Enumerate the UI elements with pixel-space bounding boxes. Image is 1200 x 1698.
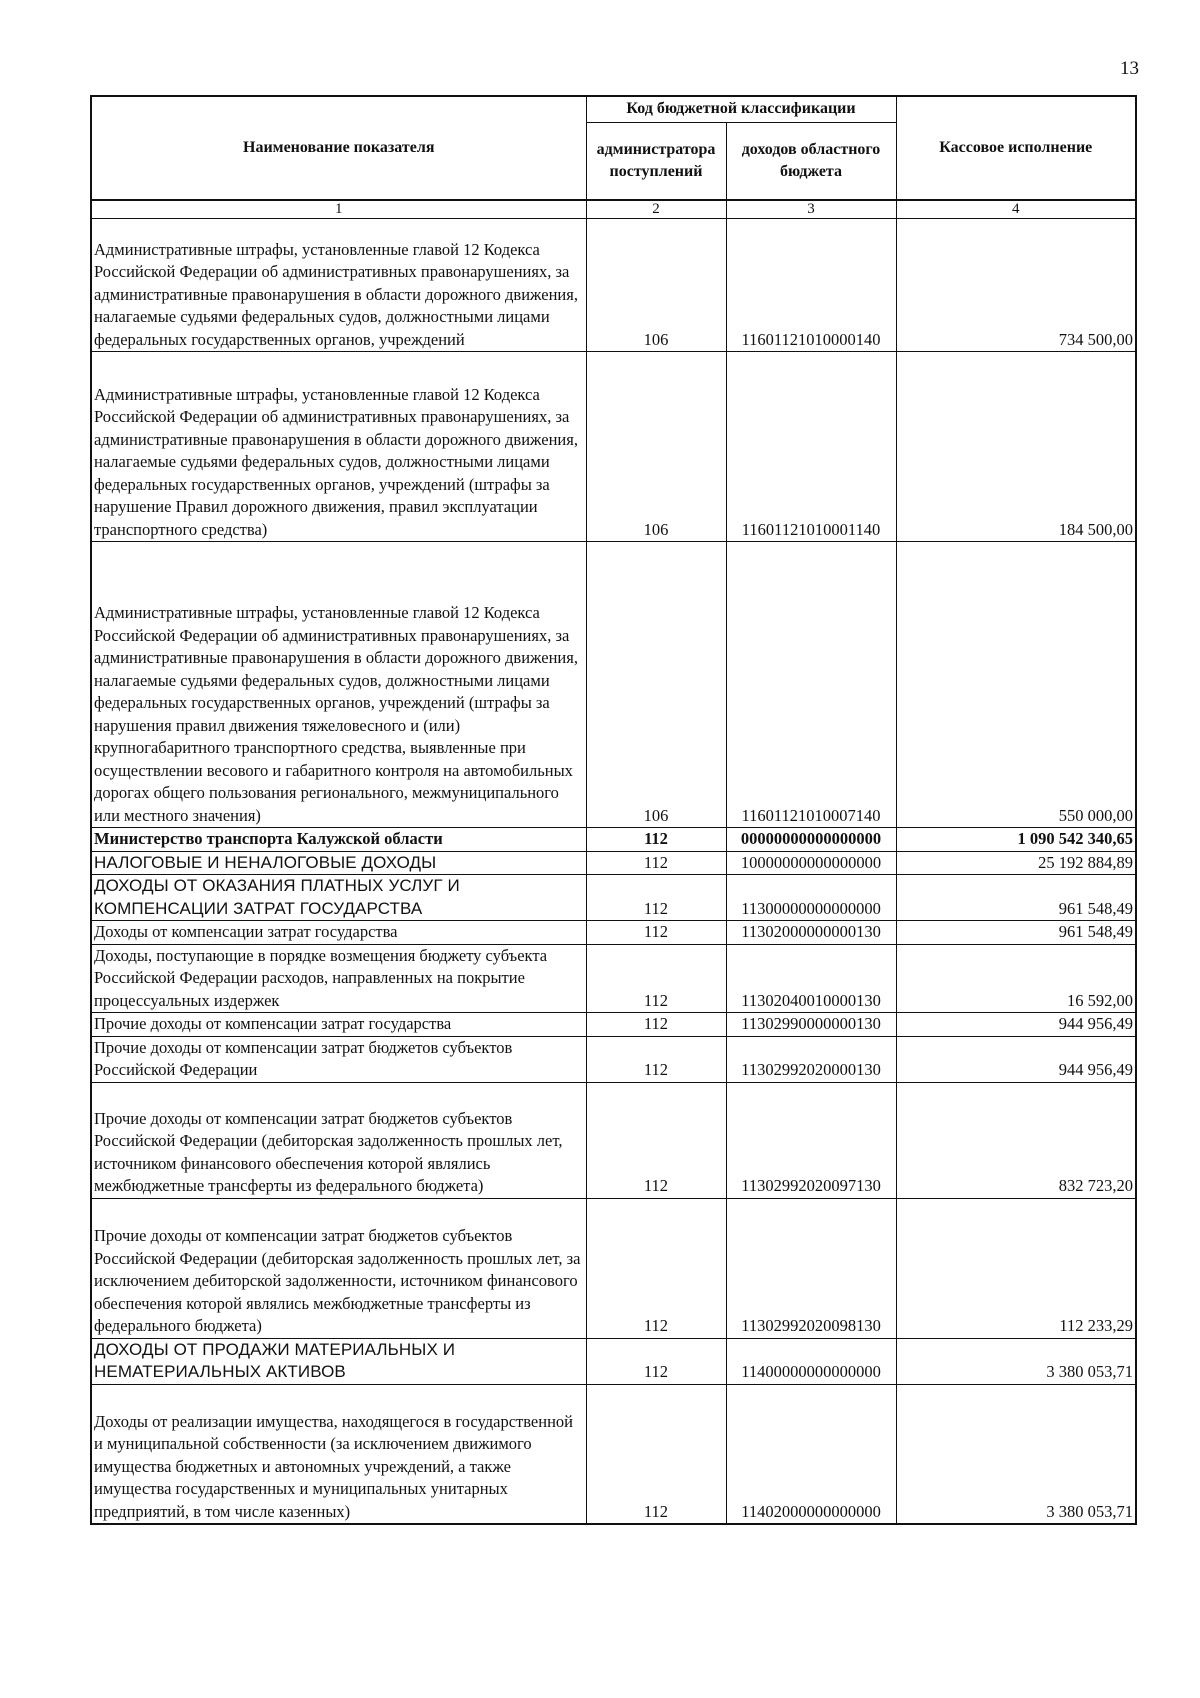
row-admin-code: 106 <box>586 219 726 352</box>
row-name: Доходы, поступающие в порядке возмещения бюджету субъекта Российской Федерации расходов, направленных на покрытие процессуальных издержек <box>91 944 586 1013</box>
row-income-code: 11601121010007140 <box>726 542 896 828</box>
row-amount: 734 500,00 <box>896 219 1136 352</box>
row-admin-code: 112 <box>586 1013 726 1037</box>
table-row <box>91 1198 1136 1338</box>
row-income-code: 10000000000000000 <box>726 851 896 875</box>
table-row <box>91 219 1136 352</box>
column-number: 1 <box>91 200 586 219</box>
row-income-code: 11300000000000000 <box>726 875 896 921</box>
column-number: 3 <box>726 200 896 219</box>
row-income-code: 11302000000000130 <box>726 921 896 945</box>
row-amount: 961 548,49 <box>896 875 1136 921</box>
table-row <box>91 851 1136 875</box>
row-admin-code: 112 <box>586 851 726 875</box>
row-admin-code: 112 <box>586 1198 726 1338</box>
header-indicator-name: Наименование показателя <box>91 96 586 200</box>
row-income-code: 00000000000000000 <box>726 828 896 852</box>
row-admin-code: 112 <box>586 1082 726 1198</box>
row-admin-code: 112 <box>586 944 726 1013</box>
row-name: ДОХОДЫ ОТ ОКАЗАНИЯ ПЛАТНЫХ УСЛУГ И КОМПЕНСАЦИИ ЗАТРАТ ГОСУДАРСТВА <box>91 875 586 921</box>
table-row <box>91 1013 1136 1037</box>
row-name: НАЛОГОВЫЕ И НЕНАЛОГОВЫЕ ДОХОДЫ <box>91 851 586 875</box>
row-admin-code: 112 <box>586 921 726 945</box>
row-name: Прочие доходы от компенсации затрат бюджетов субъектов Российской Федерации <box>91 1036 586 1082</box>
row-amount: 184 500,00 <box>896 352 1136 542</box>
row-income-code: 11302992020098130 <box>726 1198 896 1338</box>
table-row <box>91 1384 1136 1524</box>
table-row <box>91 944 1136 1013</box>
row-admin-code: 106 <box>586 352 726 542</box>
row-amount: 944 956,49 <box>896 1036 1136 1082</box>
row-admin-code: 106 <box>586 542 726 828</box>
row-income-code: 11302040010000130 <box>726 944 896 1013</box>
table-row <box>91 1036 1136 1082</box>
row-name: Прочие доходы от компенсации затрат бюджетов субъектов Российской Федерации (дебиторская задолженность прошлых лет, за исключением дебиторской задолженности, источником финансового обеспечения которой являлись межбюджетные трансферты из федерального бюджета) <box>91 1198 586 1338</box>
table-row <box>91 875 1136 921</box>
column-number-row <box>91 200 1136 219</box>
row-income-code: 11302992020000130 <box>726 1036 896 1082</box>
header-budget-code-group: Код бюджетной классификации <box>586 96 896 122</box>
row-amount: 3 380 053,71 <box>896 1338 1136 1384</box>
table-row <box>91 542 1136 828</box>
page-number: 13 <box>1120 58 1139 79</box>
column-number: 2 <box>586 200 726 219</box>
row-income-code: 11402000000000000 <box>726 1384 896 1524</box>
row-admin-code: 112 <box>586 1036 726 1082</box>
row-name: Административные штрафы, установленные главой 12 Кодекса Российской Федерации об административных правонарушениях, за административные правонарушения в области дорожного движения, налагаемые судьями федеральных судов, должностными лицами федеральных государственных органов, учреждений (штрафы за нарушения правил движения тяжеловесного и (или) крупногабаритного транспортного средства, выявленные при осуществлении весового и габаритного контроля на автомобильных дорогах общего пользования регионального, межмуниципального или местного значения) <box>91 542 586 828</box>
row-name: ДОХОДЫ ОТ ПРОДАЖИ МАТЕРИАЛЬНЫХ И НЕМАТЕРИАЛЬНЫХ АКТИВОВ <box>91 1338 586 1384</box>
row-name: Доходы от реализации имущества, находящегося в государственной и муниципальной собственности (за исключением движимого имущества бюджетных и автономных учреждений, а также имущества государственных и муниципальных унитарных предприятий, в том числе казенных) <box>91 1384 586 1524</box>
row-name: Административные штрафы, установленные главой 12 Кодекса Российской Федерации об административных правонарушениях, за административные правонарушения в области дорожного движения, налагаемые судьями федеральных судов, должностными лицами федеральных государственных органов, учреждений (штрафы за нарушение Правил дорожного движения, правил эксплуатации транспортного средства) <box>91 352 586 542</box>
row-name: Административные штрафы, установленные главой 12 Кодекса Российской Федерации об административных правонарушениях, за административные правонарушения в области дорожного движения, налагаемые судьями федеральных судов, должностными лицами федеральных государственных органов, учреждений <box>91 219 586 352</box>
table-row <box>91 1082 1136 1198</box>
budget-income-table <box>90 95 1137 1525</box>
row-amount: 16 592,00 <box>896 944 1136 1013</box>
row-income-code: 11601121010001140 <box>726 352 896 542</box>
row-name: Доходы от компенсации затрат государства <box>91 921 586 945</box>
row-amount: 944 956,49 <box>896 1013 1136 1037</box>
row-income-code: 11400000000000000 <box>726 1338 896 1384</box>
row-admin-code: 112 <box>586 875 726 921</box>
row-name: Прочие доходы от компенсации затрат бюджетов субъектов Российской Федерации (дебиторская задолженность прошлых лет, источником финансового обеспечения которой являлись межбюджетные трансферты из федерального бюджета) <box>91 1082 586 1198</box>
table-row <box>91 828 1136 852</box>
row-income-code: 11302990000000130 <box>726 1013 896 1037</box>
row-name: Прочие доходы от компенсации затрат государства <box>91 1013 586 1037</box>
row-amount: 961 548,49 <box>896 921 1136 945</box>
header-cash-execution: Кассовое исполнение <box>896 96 1136 200</box>
row-amount: 1 090 542 340,65 <box>896 828 1136 852</box>
table-row <box>91 921 1136 945</box>
row-name: Министерство транспорта Калужской области <box>91 828 586 852</box>
row-admin-code: 112 <box>586 828 726 852</box>
column-number: 4 <box>896 200 1136 219</box>
row-amount: 550 000,00 <box>896 542 1136 828</box>
table-row <box>91 352 1136 542</box>
row-income-code: 11601121010000140 <box>726 219 896 352</box>
row-admin-code: 112 <box>586 1338 726 1384</box>
row-admin-code: 112 <box>586 1384 726 1524</box>
header-admin-code: администратора поступлений <box>586 122 726 200</box>
row-amount: 25 192 884,89 <box>896 851 1136 875</box>
row-amount: 3 380 053,71 <box>896 1384 1136 1524</box>
row-income-code: 11302992020097130 <box>726 1082 896 1198</box>
row-amount: 112 233,29 <box>896 1198 1136 1338</box>
header-income-code: доходов областного бюджета <box>726 122 896 200</box>
table-row <box>91 1338 1136 1384</box>
row-amount: 832 723,20 <box>896 1082 1136 1198</box>
